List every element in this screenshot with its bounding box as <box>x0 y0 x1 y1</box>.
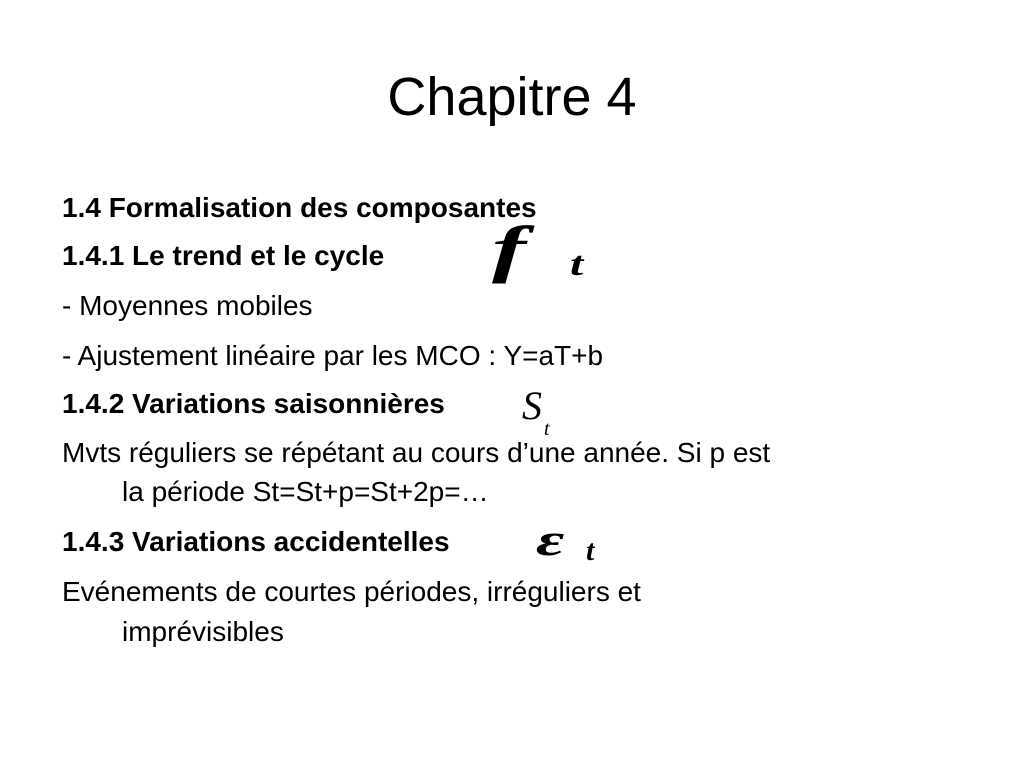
accidental-heading: 1.4.3 Variations accidentelles <box>62 526 450 557</box>
trend-item-moving-averages: - Moyennes mobiles <box>62 290 313 321</box>
seasonal-symbol-main: S <box>522 383 542 428</box>
trend-symbol-main: f <box>492 213 527 284</box>
trend-symbol <box>470 213 610 284</box>
seasonal-heading: 1.4.2 Variations saisonnières <box>62 388 445 419</box>
seasonal-symbol-sub: t <box>544 418 550 440</box>
trend-symbol-sub: t <box>570 246 584 283</box>
seasonal-text-line-2: la période St=St+p=St+2p=… <box>122 476 489 507</box>
accidental-symbol <box>534 514 614 570</box>
trend-item-ols-fit: - Ajustement linéaire par les MCO : Y=aT+b <box>62 340 604 371</box>
seasonal-symbol <box>520 383 560 442</box>
accidental-symbol-main: ε <box>536 514 565 565</box>
accidental-text-line-2: imprévisibles <box>122 616 284 647</box>
seasonal-text-line-1: Mvts réguliers se répétant au cours d’une année. Si p est <box>62 437 771 468</box>
section-heading: 1.4 Formalisation des composantes <box>62 192 537 223</box>
slide-title: Chapitre 4 <box>387 67 637 127</box>
accidental-symbol-sub: t <box>586 534 595 567</box>
accidental-text-line-1: Evénements de courtes périodes, irréguliers et <box>62 576 641 607</box>
trend-heading: 1.4.1 Le trend et le cycle <box>62 240 385 271</box>
